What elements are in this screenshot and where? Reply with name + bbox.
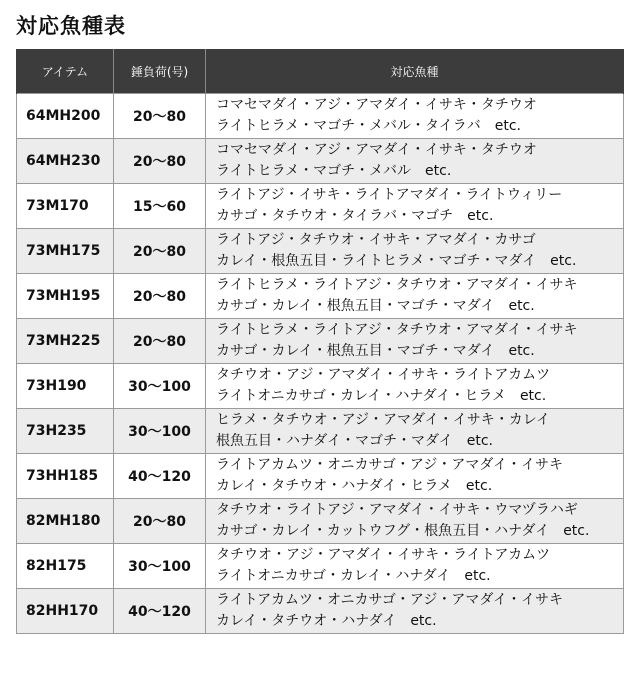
table-row bbox=[17, 319, 624, 364]
fish-line-1: タチウオ・アジ・アマダイ・イサキ・ライトアカムツ bbox=[216, 547, 551, 563]
table-row bbox=[17, 454, 624, 499]
table-row bbox=[17, 274, 624, 319]
item-cell: 73MH195 bbox=[17, 274, 114, 319]
fish-cell bbox=[206, 319, 624, 364]
table-row bbox=[17, 409, 624, 454]
item-cell: 82H175 bbox=[17, 544, 114, 589]
item-cell: 73HH185 bbox=[17, 454, 114, 499]
weight-cell: 30～100 bbox=[114, 364, 206, 409]
fish-cell bbox=[206, 184, 624, 229]
item-cell: 73MH175 bbox=[17, 229, 114, 274]
fish-line-1: タチウオ・ライトアジ・アマダイ・イサキ・ウマヅラハギ bbox=[216, 502, 578, 518]
fish-cell bbox=[206, 454, 624, 499]
fish-line-1: コマセマダイ・アジ・アマダイ・イサキ・タチウオ bbox=[216, 97, 537, 113]
fish-cell bbox=[206, 499, 624, 544]
table-row bbox=[17, 184, 624, 229]
weight-cell: 20～80 bbox=[114, 94, 206, 139]
table-row bbox=[17, 94, 624, 139]
fish-line-2: 根魚五目・ハナダイ・マゴチ・マダイ etc. bbox=[216, 433, 493, 449]
header-weight: 錘負荷(号) bbox=[114, 49, 206, 94]
table-header-row bbox=[17, 49, 624, 94]
header-fish: 対応魚種 bbox=[206, 49, 624, 94]
weight-cell: 20～80 bbox=[114, 499, 206, 544]
fish-cell bbox=[206, 274, 624, 319]
table-row bbox=[17, 544, 624, 589]
fish-line-1: ライトアジ・タチウオ・イサキ・アマダイ・カサゴ bbox=[216, 232, 536, 248]
fish-line-2: カサゴ・カレイ・根魚五目・マゴチ・マダイ etc. bbox=[216, 343, 535, 359]
fish-line-2: カサゴ・カレイ・根魚五目・マゴチ・マダイ etc. bbox=[216, 298, 535, 314]
weight-cell: 20～80 bbox=[114, 319, 206, 364]
fish-line-2: ライトオニカサゴ・カレイ・ハナダイ・ヒラメ etc. bbox=[216, 388, 547, 404]
fish-cell bbox=[206, 544, 624, 589]
item-cell: 73H190 bbox=[17, 364, 114, 409]
table-row bbox=[17, 589, 624, 634]
weight-cell: 40～120 bbox=[114, 454, 206, 499]
fish-line-1: タチウオ・アジ・アマダイ・イサキ・ライトアカムツ bbox=[216, 367, 551, 383]
table-row bbox=[17, 229, 624, 274]
page-title: 対応魚種表 bbox=[16, 14, 126, 38]
item-cell: 73M170 bbox=[17, 184, 114, 229]
fish-line-1: ライトヒラメ・ライトアジ・タチウオ・アマダイ・イサキ bbox=[216, 277, 578, 293]
fish-line-1: ライトアカムツ・オニカサゴ・アジ・アマダイ・イサキ bbox=[216, 592, 564, 608]
item-cell: 82HH170 bbox=[17, 589, 114, 634]
fish-line-2: カレイ・タチウオ・ハナダイ etc. bbox=[216, 613, 437, 629]
item-cell: 64MH200 bbox=[17, 94, 114, 139]
item-cell: 73H235 bbox=[17, 409, 114, 454]
weight-cell: 15～60 bbox=[114, 184, 206, 229]
species-table bbox=[16, 49, 624, 634]
item-cell: 82MH180 bbox=[17, 499, 114, 544]
weight-cell: 20～80 bbox=[114, 274, 206, 319]
fish-line-2: カレイ・タチウオ・ハナダイ・ヒラメ etc. bbox=[216, 478, 493, 494]
fish-line-2: ライトヒラメ・マゴチ・メバル・タイラバ etc. bbox=[216, 118, 521, 134]
fish-line-2: カレイ・根魚五目・ライトヒラメ・マゴチ・マダイ etc. bbox=[216, 253, 577, 269]
fish-line-1: ライトアジ・イサキ・ライトアマダイ・ライトウィリー bbox=[216, 187, 563, 203]
fish-line-1: ヒラメ・タチウオ・アジ・アマダイ・イサキ・カレイ bbox=[216, 412, 551, 428]
fish-cell bbox=[206, 364, 624, 409]
fish-cell bbox=[206, 94, 624, 139]
table-row bbox=[17, 499, 624, 544]
table-row bbox=[17, 364, 624, 409]
fish-line-2: ライトオニカサゴ・カレイ・ハナダイ etc. bbox=[216, 568, 491, 584]
table-row bbox=[17, 139, 624, 184]
fish-cell bbox=[206, 409, 624, 454]
fish-cell bbox=[206, 589, 624, 634]
weight-cell: 20～80 bbox=[114, 139, 206, 184]
weight-cell: 30～100 bbox=[114, 409, 206, 454]
weight-cell: 20～80 bbox=[114, 229, 206, 274]
fish-line-2: カサゴ・カレイ・カットウフグ・根魚五目・ハナダイ etc. bbox=[216, 523, 590, 539]
fish-cell bbox=[206, 229, 624, 274]
weight-cell: 40～120 bbox=[114, 589, 206, 634]
item-cell: 64MH230 bbox=[17, 139, 114, 184]
item-cell: 73MH225 bbox=[17, 319, 114, 364]
fish-line-2: ライトヒラメ・マゴチ・メバル etc. bbox=[216, 163, 452, 179]
weight-cell: 30～100 bbox=[114, 544, 206, 589]
fish-line-1: ライトヒラメ・ライトアジ・タチウオ・アマダイ・イサキ bbox=[216, 322, 578, 338]
header-item: アイテム bbox=[17, 49, 114, 94]
fish-line-1: ライトアカムツ・オニカサゴ・アジ・アマダイ・イサキ bbox=[216, 457, 564, 473]
fish-line-1: コマセマダイ・アジ・アマダイ・イサキ・タチウオ bbox=[216, 142, 537, 158]
fish-cell bbox=[206, 139, 624, 184]
fish-line-2: カサゴ・タチウオ・タイラバ・マゴチ etc. bbox=[216, 208, 494, 224]
